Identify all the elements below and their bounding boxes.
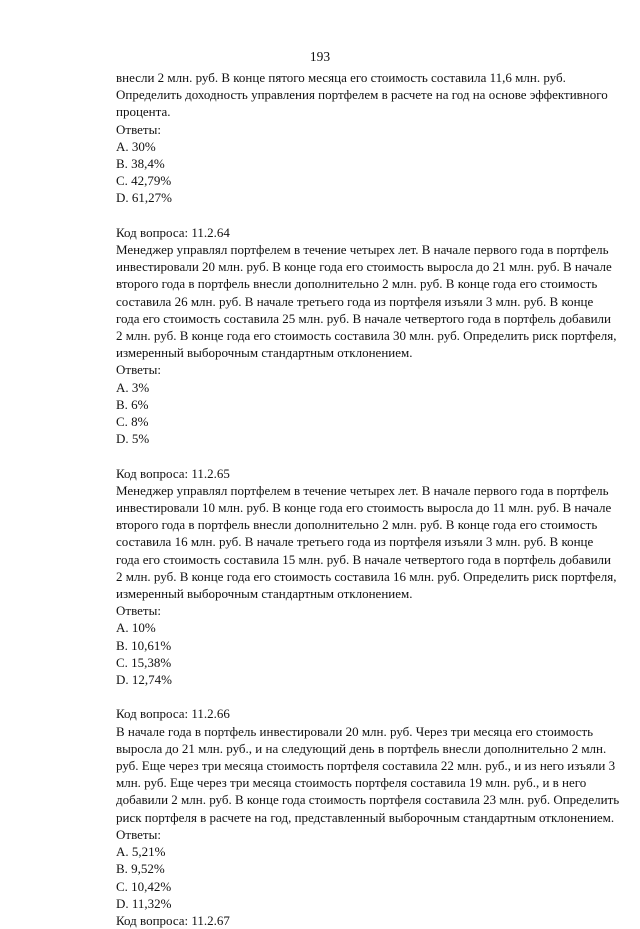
answer-option-d: D. 11,32% [116,895,172,911]
text-line: млн. руб. Еще через три месяца стоимость портфеля составила 19 млн. руб., и в него [116,775,587,791]
answer-option-b: B. 9,52% [116,861,165,877]
answer-option-d: D. 5% [116,431,150,447]
text-line: инвестировали 20 млн. руб. В конце года его стоимость выросла до 21 млн. руб. В начале [116,259,612,275]
text-line: руб. Еще через три месяца стоимость портфеля составила 22 млн. руб., и из него изъяли 3 [116,758,616,774]
text-line: второго года в портфель внесли дополнительно 2 млн. руб. В конце года его стоимость [116,276,598,292]
spacer [116,688,622,705]
question-block-11-2-66 [116,705,622,911]
text-line: риск портфеля в расчете на год, представленный выборочным стандартным отклонением. [116,809,615,825]
text-line: В начале года в портфель инвестировали 20 млн. руб. Через три месяца его стоимость [116,723,594,739]
answer-option-b: B. 10,61% [116,637,172,653]
text-line: выросла до 21 млн. руб., и на следующий день в портфель внесли дополнительно 2 млн. [116,740,607,756]
text-line: 2 млн. руб. В конце года его стоимость составила 16 млн. руб. Определить риск портфеля, [116,568,617,584]
answer-option-a: A. 3% [116,379,150,395]
answer-option-d: D. 12,74% [116,672,172,688]
answers-label: Ответы: [116,121,161,137]
answer-option-c: C. 8% [116,414,149,430]
answer-option-c: C. 42,79% [116,173,172,189]
answer-option-a: A. 5,21% [116,844,166,860]
question-code: Код вопроса: 11.2.65 [116,465,230,481]
question-block-11-2-64 [116,224,622,448]
text-line: составила 26 млн. руб. В начале третьего года из портфеля изъяли 3 млн. руб. В конце [116,293,594,309]
answer-option-d: D. 61,27% [116,190,172,206]
question-block-11-2-65 [116,465,622,689]
text-line: второго года в портфель внесли дополнительно 2 млн. руб. В конце года его стоимость [116,517,598,533]
page-number: 193 [309,49,331,64]
answer-option-a: A. 10% [116,620,156,636]
question-text [116,723,622,826]
text-line: внесли 2 млн. руб. В конце пятого месяца его стоимость составила 11,6 млн. руб. [116,70,566,85]
answer-option-c: C. 15,38% [116,654,172,670]
answers-label: Ответы: [116,603,161,619]
text-line: Менеджер управлял портфелем в течение четырех лет. В начале первого года в портфель [116,482,609,498]
text-line: инвестировали 10 млн. руб. В конце года его стоимость выросла до 11 млн. руб. В начале [116,500,612,516]
text-line: добавили 2 млн. руб. В конце года стоимость портфеля составила 23 млн. руб. Определить [116,792,620,808]
text-line: Менеджер управлял портфелем в течение четырех лет. В начале первого года в портфель [116,242,609,258]
spacer [116,447,622,464]
text-line: года его стоимость составила 15 млн. руб. В начале четвертого года в портфель добавили [116,551,611,567]
question-text [116,482,622,602]
page-content [116,69,622,929]
question-code: Код вопроса: 11.2.66 [116,706,230,722]
spacer [116,207,622,224]
text-line: измеренный выборочным стандартным отклонением. [116,345,413,361]
text-line: измеренный выборочным стандартным отклонением. [116,586,413,602]
text-line: процента. [116,104,171,120]
question-text [116,241,622,361]
text-line: года его стоимость составила 25 млн. руб. В начале четвертого года в портфель добавили [116,310,611,326]
answer-option-a: A. 30% [116,138,156,154]
text-line: составила 16 млн. руб. В начале третьего года из портфеля изъяли 3 млн. руб. В конце [116,534,594,550]
question-code: Код вопроса: 11.2.64 [116,224,230,240]
question-code-next: Код вопроса: 11.2.67 [116,912,230,928]
intro-block [116,69,622,207]
answer-option-c: C. 10,42% [116,878,172,894]
answer-option-b: B. 6% [116,396,149,412]
answers-label: Ответы: [116,362,161,378]
text-line: Определить доходность управления портфелем в расчете на год на основе эффективного [116,87,608,103]
intro-text [116,69,622,121]
text-line: 2 млн. руб. В конце года его стоимость составила 30 млн. руб. Определить риск портфеля, [116,328,617,344]
answer-option-b: B. 38,4% [116,156,165,172]
answers-label: Ответы: [116,826,161,842]
